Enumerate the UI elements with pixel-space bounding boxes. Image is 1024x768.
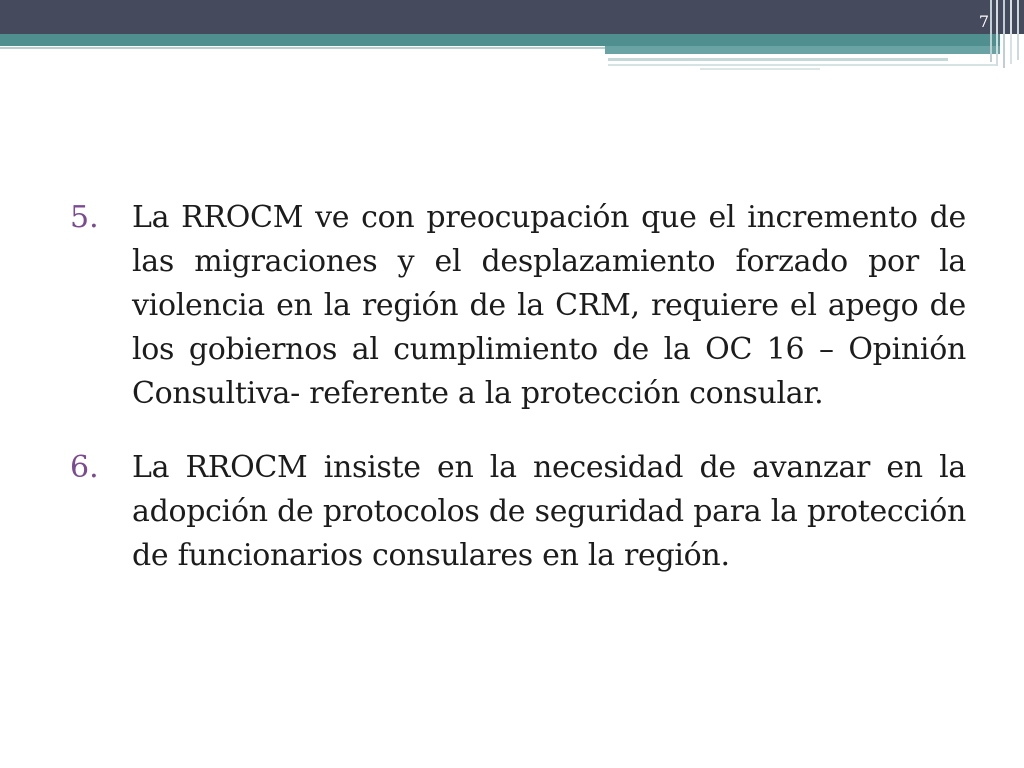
decorative-vertical-line: [1010, 0, 1012, 64]
decorative-vertical-line: [1003, 0, 1005, 68]
list-item-text: La RROCM ve con preocupación que el incremento de las migraciones y el desplazamiento forzado por la violencia en la región de la CRM, requiere el apego de los gobiernos al cumplimiento de la OC 16 – Opinión Consultiva- referente a la protección consular.: [132, 200, 966, 411]
list-item-number: 5.: [70, 200, 99, 235]
decorative-line: [700, 68, 820, 70]
list-item-number: 6.: [70, 450, 99, 485]
decorative-line: [608, 64, 998, 66]
numbered-list: [70, 196, 966, 578]
list-item: [70, 446, 966, 578]
decorative-vertical-line: [996, 0, 998, 66]
decorative-line: [608, 58, 948, 61]
accent-band: [0, 34, 1000, 46]
decorative-line: [0, 47, 605, 49]
page-number: 7: [978, 12, 990, 31]
decorative-vertical-line: [1017, 0, 1019, 60]
decorative-vertical-line: [990, 0, 992, 62]
list-item: [70, 196, 966, 416]
accent-band-lower: [605, 46, 1000, 54]
header-bar: [0, 0, 1024, 34]
list-item-text: La RROCM insiste en la necesidad de avanzar en la adopción de protocolos de seguridad para la protección de funcionarios consulares en la región.: [132, 450, 966, 573]
